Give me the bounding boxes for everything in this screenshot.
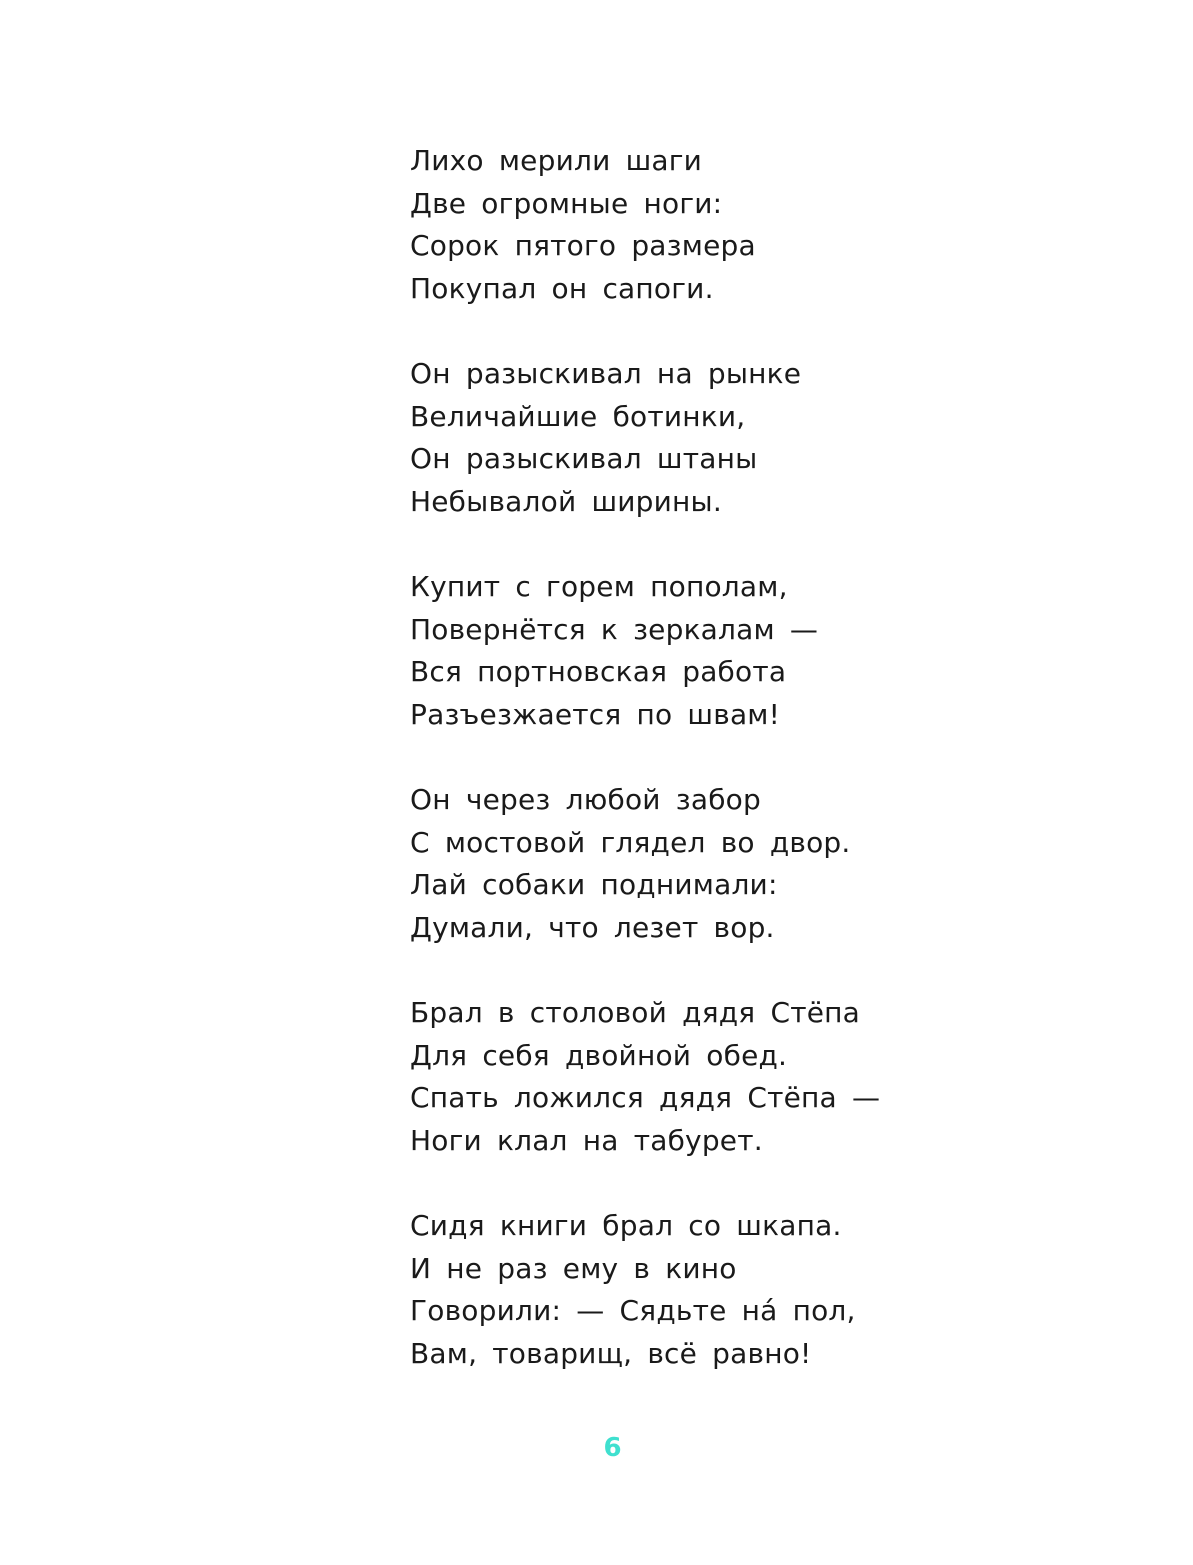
stanza-6 bbox=[410, 1205, 1010, 1375]
poem-line: Для себя двойной обед. bbox=[410, 1038, 788, 1072]
poem-line: Две огромные ноги: bbox=[410, 186, 723, 220]
poem bbox=[410, 140, 1010, 1418]
poem-line: Купит с горем пополам, bbox=[410, 570, 788, 603]
poem-line: Сорок пятого размера bbox=[410, 229, 756, 262]
poem-line: Вам, товарищ, всё равно! bbox=[410, 1336, 812, 1370]
poem-line: Ноги клал на табурет. bbox=[410, 1123, 763, 1157]
poem-line: Разъезжается по швам! bbox=[410, 697, 781, 731]
poem-line: Сидя книги брал со шкапа. bbox=[410, 1209, 842, 1242]
stanza-3 bbox=[410, 566, 1010, 736]
poem-line: Спать ложился дядя Стёпа — bbox=[410, 1081, 881, 1114]
poem-line: Он разыскивал штаны bbox=[410, 442, 758, 475]
page-number: 6 bbox=[603, 1433, 622, 1463]
poem-line: Брал в столовой дядя Стёпа bbox=[410, 996, 860, 1029]
poem-line: Небывалой ширины. bbox=[410, 484, 722, 518]
poem-line: Величайшие ботинки, bbox=[410, 399, 746, 433]
poem-line: Покупал он сапоги. bbox=[410, 271, 714, 305]
stanza-2 bbox=[410, 353, 1010, 523]
stanza-1 bbox=[410, 140, 1010, 310]
poem-line: Он через любой забор bbox=[410, 783, 761, 816]
poem-line: Лихо мерили шаги bbox=[410, 144, 703, 177]
stanza-4 bbox=[410, 779, 1010, 949]
poem-line: Повернётся к зеркалам — bbox=[410, 612, 819, 646]
poem-line: Вся портновская работа bbox=[410, 655, 787, 688]
poem-line: И не раз ему в кино bbox=[410, 1251, 737, 1285]
poem-line: С мостовой глядел во двор. bbox=[410, 825, 851, 859]
poem-line: Он разыскивал на рынке bbox=[410, 357, 802, 390]
poem-line: Лай собаки поднимали: bbox=[410, 868, 778, 901]
stanza-5 bbox=[410, 992, 1010, 1162]
poem-line: Думали, что лезет вор. bbox=[410, 910, 775, 944]
poem-line: Говорили: — Сядьте на́ пол, bbox=[410, 1294, 856, 1327]
